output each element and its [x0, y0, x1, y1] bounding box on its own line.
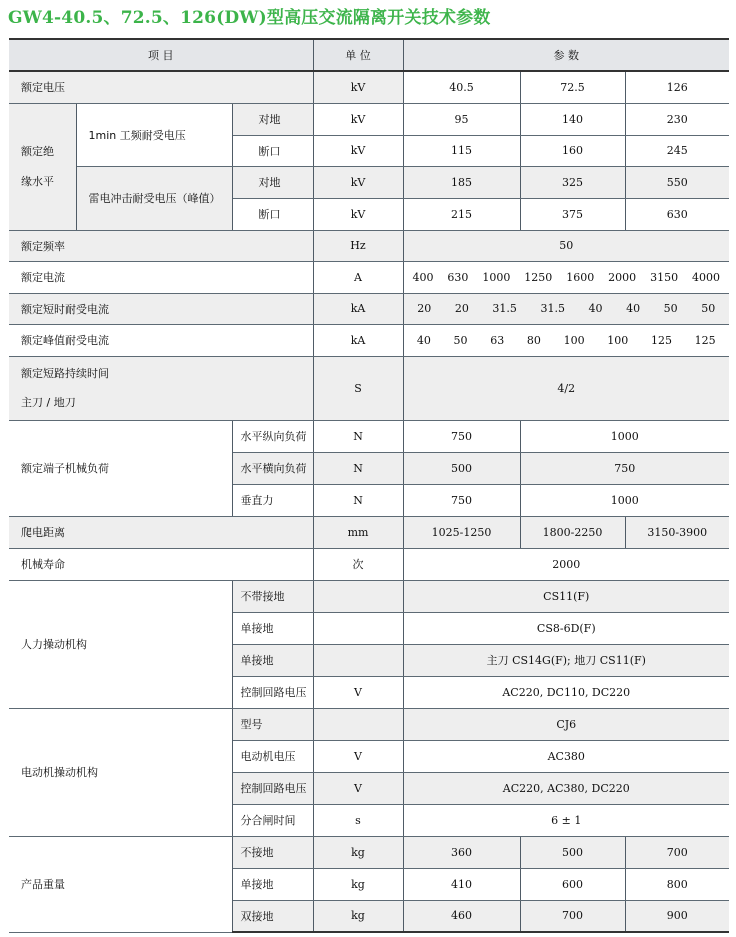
value-cell: 750 — [403, 484, 520, 516]
unit-cell — [313, 580, 403, 612]
unit-cell: A — [313, 261, 403, 293]
value-cell: 3150 — [650, 270, 679, 284]
value-cell: 215 — [403, 198, 520, 230]
value-cell: 95 — [403, 103, 520, 135]
motor-op-label: 电动机操动机构 — [9, 708, 232, 836]
table-row — [9, 293, 729, 324]
value-cell: 31.5 — [492, 302, 517, 315]
unit-cell: kV — [313, 166, 403, 198]
table-row — [9, 548, 729, 580]
sub-label: 控制回路电压 — [232, 676, 313, 708]
sub-label: 单接地 — [232, 868, 313, 900]
unit-cell: kA — [313, 293, 403, 324]
value-cell: 115 — [403, 135, 520, 166]
table-row — [9, 261, 729, 293]
lightning-label: 雷电冲击耐受电压（峰值） — [76, 166, 232, 230]
insulation-label-line1: 额定绝 — [21, 145, 54, 159]
sub-label: 水平纵向负荷 — [232, 420, 313, 452]
value-cell: 40.5 — [403, 71, 520, 103]
value-cell: 460 — [403, 900, 520, 932]
value-cell: 2000 — [608, 270, 637, 284]
unit-cell: kV — [313, 198, 403, 230]
value-cell: 630 — [625, 198, 729, 230]
page-title: GW4-40.5、72.5、126(DW)型高压交流隔离开关技术参数 — [8, 8, 491, 28]
sub-label: 对地 — [232, 166, 313, 198]
value-cell: 50 — [403, 230, 729, 261]
value-cell: 2000 — [403, 548, 729, 580]
unit-cell: s — [313, 804, 403, 836]
row-label: 额定电流 — [9, 261, 313, 293]
value-cell: AC380 — [403, 740, 729, 772]
sub-label: 垂直力 — [232, 484, 313, 516]
value-cell: 700 — [520, 900, 625, 932]
table-row — [9, 580, 729, 612]
header-params: 参 数 — [403, 39, 729, 71]
value-cell: 31.5 — [540, 302, 565, 315]
value-cell: 72.5 — [520, 71, 625, 103]
value-cell: 125 — [694, 333, 716, 347]
value-cell: 1025-1250 — [403, 516, 520, 548]
table-row — [9, 516, 729, 548]
value-cell: 50 — [453, 333, 468, 347]
tech-params-table — [9, 38, 729, 933]
unit-cell: N — [313, 452, 403, 484]
row-label-line1: 额定短路持续时间 — [21, 366, 109, 380]
value-cell: 100 — [563, 333, 585, 347]
table-row — [9, 230, 729, 261]
unit-cell: kV — [313, 103, 403, 135]
unit-cell — [313, 612, 403, 644]
power-freq-label: 1min 工频耐受电压 — [76, 103, 232, 166]
value-cell: 100 — [607, 333, 629, 347]
value-cell: 主刀 CS14G(F); 地刀 CS11(F) — [403, 644, 729, 676]
terminal-load-label: 额定端子机械负荷 — [9, 420, 232, 516]
sub-label: 不带接地 — [232, 580, 313, 612]
sub-label: 单接地 — [232, 612, 313, 644]
unit-cell: V — [313, 740, 403, 772]
value-cell: 63 — [490, 333, 505, 347]
insulation-label — [9, 103, 76, 230]
row-label: 额定峰值耐受电流 — [9, 324, 313, 356]
value-cell: CJ6 — [403, 708, 729, 740]
sub-label: 电动机电压 — [232, 740, 313, 772]
value-cell: 3150-3900 — [625, 516, 729, 548]
value-cell: 325 — [520, 166, 625, 198]
unit-cell: V — [313, 772, 403, 804]
value-group — [403, 324, 729, 356]
table-row — [9, 356, 729, 420]
value-cell: 40 — [588, 302, 603, 315]
unit-cell: kA — [313, 324, 403, 356]
value-cell: CS8-6D(F) — [403, 612, 729, 644]
table-header-row — [9, 39, 729, 71]
table-row — [9, 324, 729, 356]
sub-label: 控制回路电压 — [232, 772, 313, 804]
sub-label: 双接地 — [232, 900, 313, 932]
row-label: 机械寿命 — [9, 548, 313, 580]
table-row — [9, 103, 729, 135]
table-row — [9, 708, 729, 740]
value-cell: 630 — [447, 270, 469, 284]
value-cell: 6 ± 1 — [403, 804, 729, 836]
value-cell: 140 — [520, 103, 625, 135]
sub-label: 断口 — [232, 135, 313, 166]
unit-cell — [313, 708, 403, 740]
unit-cell: kV — [313, 135, 403, 166]
value-cell: 185 — [403, 166, 520, 198]
value-cell: 1000 — [482, 270, 511, 284]
value-cell: 1600 — [566, 270, 595, 284]
value-cell: 1000 — [520, 484, 729, 516]
value-cell: 230 — [625, 103, 729, 135]
value-cell: AC220, DC110, DC220 — [403, 676, 729, 708]
value-cell: 410 — [403, 868, 520, 900]
value-group — [403, 261, 729, 293]
value-cell: 500 — [520, 836, 625, 868]
insulation-label-line2: 缘水平 — [21, 174, 54, 188]
value-cell: 50 — [663, 302, 678, 315]
sub-label: 断口 — [232, 198, 313, 230]
value-cell: CS11(F) — [403, 580, 729, 612]
value-cell: 20 — [454, 302, 469, 315]
unit-cell: 次 — [313, 548, 403, 580]
value-cell: AC220, AC380, DC220 — [403, 772, 729, 804]
unit-cell: kg — [313, 900, 403, 932]
row-label: 额定电压 — [9, 71, 313, 103]
unit-cell: V — [313, 676, 403, 708]
value-cell: 750 — [403, 420, 520, 452]
value-cell: 40 — [626, 302, 641, 315]
unit-cell — [313, 644, 403, 676]
row-label-line2: 主刀 / 地刀 — [21, 396, 76, 409]
value-cell: 750 — [520, 452, 729, 484]
value-cell: 900 — [625, 900, 729, 932]
manual-op-label: 人力操动机构 — [9, 580, 232, 708]
value-cell: 126 — [625, 71, 729, 103]
unit-cell: S — [313, 356, 403, 420]
value-cell: 360 — [403, 836, 520, 868]
sub-label: 对地 — [232, 103, 313, 135]
sub-label: 分合闸时间 — [232, 804, 313, 836]
value-cell: 1800-2250 — [520, 516, 625, 548]
value-cell: 4/2 — [403, 356, 729, 420]
unit-cell: N — [313, 484, 403, 516]
value-cell: 550 — [625, 166, 729, 198]
value-cell: 600 — [520, 868, 625, 900]
value-cell: 4000 — [692, 270, 721, 284]
sub-label: 型号 — [232, 708, 313, 740]
sub-label: 水平横向负荷 — [232, 452, 313, 484]
value-cell: 245 — [625, 135, 729, 166]
value-cell: 800 — [625, 868, 729, 900]
sub-label: 不接地 — [232, 836, 313, 868]
value-cell: 1000 — [520, 420, 729, 452]
table-row — [9, 166, 729, 198]
value-group — [403, 293, 729, 324]
value-cell: 1250 — [524, 270, 553, 284]
unit-cell: mm — [313, 516, 403, 548]
table-row — [9, 71, 729, 103]
value-cell: 400 — [412, 270, 434, 284]
value-cell: 40 — [416, 333, 431, 347]
value-cell: 20 — [417, 302, 432, 315]
value-cell: 700 — [625, 836, 729, 868]
value-cell: 80 — [526, 333, 541, 347]
value-cell: 500 — [403, 452, 520, 484]
header-unit: 单 位 — [313, 39, 403, 71]
row-label — [9, 356, 313, 420]
row-label: 额定短时耐受电流 — [9, 293, 313, 324]
value-cell: 375 — [520, 198, 625, 230]
weight-label: 产品重量 — [9, 836, 232, 932]
sub-label: 单接地 — [232, 644, 313, 676]
value-cell: 160 — [520, 135, 625, 166]
unit-cell: kV — [313, 71, 403, 103]
table-row — [9, 836, 729, 868]
unit-cell: kg — [313, 836, 403, 868]
table-row — [9, 420, 729, 452]
unit-cell: N — [313, 420, 403, 452]
value-cell: 50 — [701, 302, 716, 315]
row-label: 额定频率 — [9, 230, 313, 261]
value-cell: 125 — [650, 333, 672, 347]
unit-cell: Hz — [313, 230, 403, 261]
row-label: 爬电距离 — [9, 516, 313, 548]
unit-cell: kg — [313, 868, 403, 900]
header-item: 项 目 — [9, 39, 313, 71]
